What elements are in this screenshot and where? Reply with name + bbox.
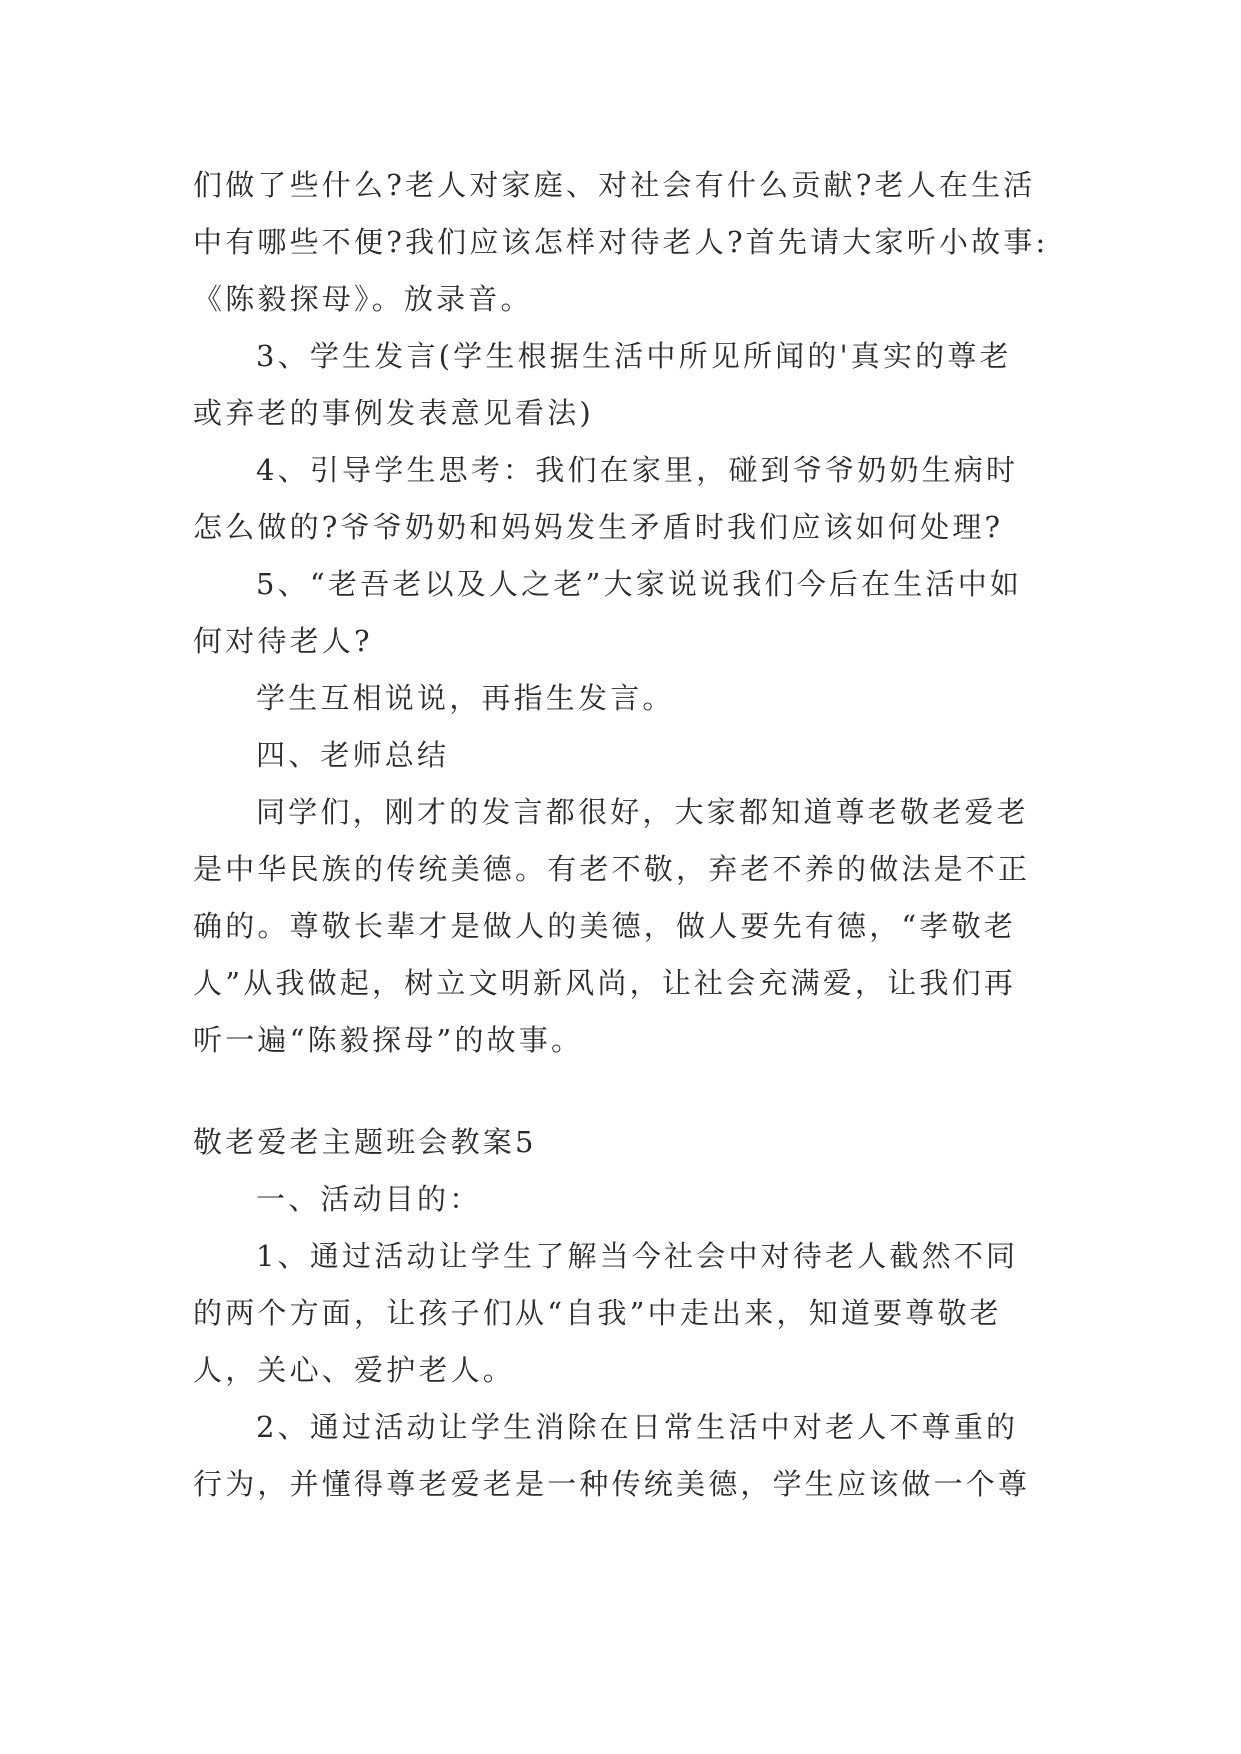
paragraph-line: 中有哪些不便?我们应该怎样对待老人?首先请大家听小故事:	[193, 225, 1049, 259]
paragraph-line: 5、“老吾老以及人之老”大家说说我们今后在生活中如	[256, 567, 1023, 601]
paragraph-line: 怎么做的?爷爷奶奶和妈妈发生矛盾时我们应该如何处理?	[193, 510, 1004, 544]
paragraph-line: 学生互相说说，再指生发言。	[256, 681, 675, 715]
paragraph-line: 人”从我做起，树立文明新风尚，让社会充满爱，让我们再	[193, 966, 1017, 1000]
paragraph-line: 3、学生发言(学生根据生活中所见所闻的'真实的尊老	[256, 339, 1012, 373]
paragraph-line: 的两个方面，让孩子们从“自我”中走出来，知道要尊敬老	[193, 1296, 1002, 1330]
paragraph-line: 1、通过活动让学生了解当今社会中对待老人截然不同	[256, 1239, 1019, 1273]
paragraph-line: 人，关心、爱护老人。	[193, 1353, 516, 1387]
paragraph-line: 或弃老的事例发表意见看法)	[193, 396, 594, 430]
paragraph-line: 听一遍“陈毅探母”的故事。	[193, 1023, 584, 1057]
paragraph-line: 们做了些什么?老人对家庭、对社会有什么贡献?老人在生活	[193, 168, 1036, 202]
paragraph-line: 同学们，刚才的发言都很好，大家都知道尊老敬老爱老	[256, 795, 1029, 829]
paragraph-line: 是中华民族的传统美德。有老不敬，弃老不养的做法是不正	[193, 852, 1031, 886]
paragraph-line: 行为，并懂得尊老爱老是一种传统美德，学生应该做一个尊	[193, 1467, 1031, 1501]
paragraph-line: 2、通过活动让学生消除在日常生活中对老人不尊重的	[256, 1410, 1019, 1444]
paragraph-line: 4、引导学生思考：我们在家里，碰到爷爷奶奶生病时	[256, 453, 1019, 487]
paragraph-line: 《陈毅探母》。放录音。	[193, 282, 533, 316]
section-heading: 四、老师总结	[256, 738, 450, 772]
paragraph-line: 何对待老人?	[193, 624, 373, 658]
document-title: 敬老爱老主题班会教案5	[193, 1125, 537, 1159]
paragraph-line: 确的。尊敬长辈才是做人的美德，做人要先有德，“孝敬老	[193, 909, 1017, 943]
section-heading: 一、活动目的：	[256, 1182, 482, 1216]
